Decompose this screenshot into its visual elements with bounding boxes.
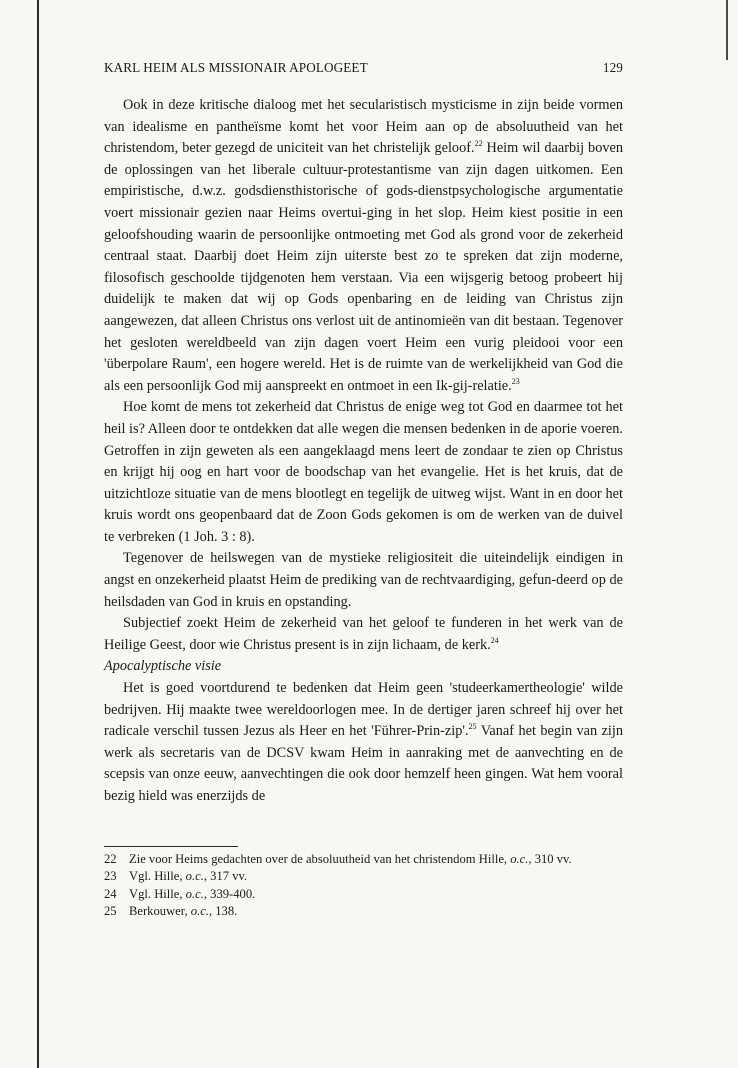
page-gutter-edge	[37, 0, 39, 1068]
running-title: KARL HEIM ALS MISSIONAIR APOLOGEET	[104, 60, 368, 75]
paragraph: Ook in deze kritische dialoog met het secularistisch mysticisme in zijn beide vormen van idealisme en pantheïsme komt het voor Heim aan op de absoluutheid van het christendom, beter gezegd de uniciteit van het christelijk geloof.$^{22}$ Heim wil daarbij boven de oplossingen van het liberale cultuur-protestantisme van zijn dagen uitkomen. Een empiristische, d.w.z. godsdiensthistorische of gods-dienstpsychologische argumentatie voert missionair gezien naar Heims overtui-ging in het slop. Heim kiest positie in een geloofshouding waarin de persoonlijke ontmoeting met God als grond voor de zekerheid centraal staat. Daarbij doet Heim zijn uiterste best zo te spreken dat zijn moderne, filosofisch geschoolde tijdgenoten hem verstaan. Via een wijsgerig betoog probeert hij duidelijk te maken dat wij op Gods openbaring en de leiding van Christus zijn aangewezen, dat alleen Christus ons verlost uit de antinomieën van dit bestaan. Tegenover het gesloten wereldbeeld van zijn dagen voert Heim een vurig pleidooi voor een 'überpolare Raum', een hogere wereld. Het is de ruimte van de werkelijkheid van God die als een persoonlijk God mij aanspreekt en ontmoet in een Ik-gij-relatie.$^{23}$	[104, 97, 623, 394]
footnote-ref[interactable]: 22	[474, 139, 483, 149]
footnote-ref[interactable]: 23	[511, 376, 520, 386]
page-number: 129	[602, 60, 623, 75]
paragraph: Tegenover de heilswegen van de mystieke religiositeit die uiteindelijk eindigen in angst en onzekerheid plaatst Heim de prediking van de rechtvaardiging, gefun-deerd op de heilsdaden van God in kruis en opstanding.	[104, 550, 623, 610]
paragraph: Subjectief zoekt Heim de zekerheid van het geloof te funderen in het werk van de Heilige Geest, door wie Christus present is in zijn lichaam, de kerk.$^{24}$	[104, 615, 623, 653]
footnote-ref[interactable]: 25	[468, 722, 477, 732]
footnote-text: Berkouwer, o.c., 138.	[129, 904, 238, 919]
footnote	[104, 886, 623, 903]
paragraph: Het is goed voortdurend te bedenken dat Heim geen 'studeerkamertheologie' wilde bedrijven. Hij maakte twee wereldoorlogen mee. In de dertiger jaren schreef hij over het radicale verschil tussen Jezus als Heer en het 'Führer-Prin-zip'.$^{25}$ Vanaf het begin van zijn werk als secretaris van de DCSV kwam Heim in aanraking met de aanvechting en de scepsis van onze eeuw, aanvechtingen die ook door hemzelf heen gingen. Wat hem vooral bezig hield was enerzijds de	[104, 680, 624, 804]
footnotes	[104, 851, 623, 921]
section-heading: Apocalyptische visie	[104, 658, 222, 675]
footnote-text: Zie voor Heims gedachten over de absoluutheid van het christendom Hille, o.c., 310 vv.	[129, 852, 572, 866]
running-header	[104, 60, 623, 76]
footnote	[104, 851, 623, 868]
page-edge-mark	[726, 0, 728, 60]
footnote-text: Vgl. Hille, o.c., 317 vv.	[129, 869, 248, 884]
main-text	[104, 95, 623, 808]
footnote-rule	[104, 846, 238, 847]
paragraph: Hoe komt de mens tot zekerheid dat Christus de enige weg tot God en daarmee tot het heil is? Alleen door te ontdekken dat alle wegen die mensen bedenken in de aporie voeren. Getroffen in zijn geweten als een aangeklaagd mens leert de zondaar te zien op Christus en krijgt hij oog en hart voor de boodschap van het evangelie. Het is het kruis, dat de uitzichtloze situatie van de mens blootlegt en tegelijk de uitweg wijst. Want in en door het kruis wordt ons geopenbaard dat de Zoon Gods gekomen is om de werken van de duivel te verbreken (1 Joh. 3 : 8).	[104, 399, 623, 545]
footnote	[104, 903, 623, 920]
footnote-text: Vgl. Hille, o.c., 339-400.	[129, 886, 256, 901]
footnote-ref[interactable]: 24	[490, 635, 499, 645]
footnote-number: 22	[104, 852, 117, 866]
footnote	[104, 868, 623, 885]
footnote-number: 24	[104, 886, 117, 901]
footnote-number: 25	[104, 904, 117, 919]
footnote-number: 23	[104, 869, 117, 884]
